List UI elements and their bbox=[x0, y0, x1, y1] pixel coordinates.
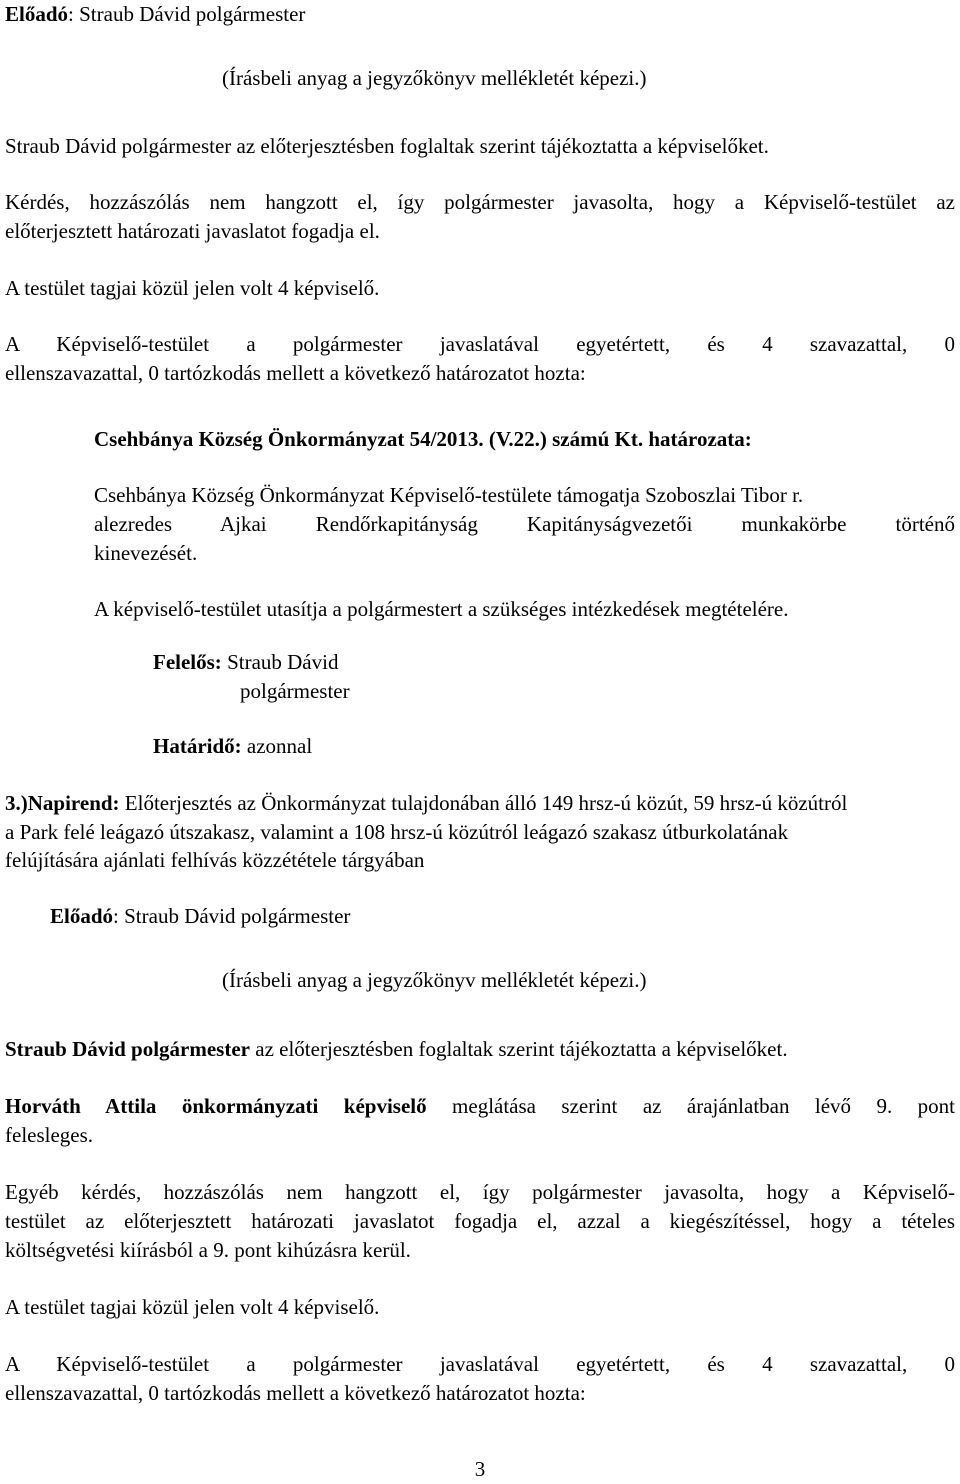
horvath-rest: meglátása szerint az árajánlatban lévő 9. pont bbox=[426, 1094, 955, 1118]
agenda3-attachment-note: (Írásbeli anyag a jegyzőkönyv mellékletét képezi.) bbox=[222, 968, 647, 992]
responsible-label: Felelős: bbox=[153, 650, 222, 674]
deadline-line bbox=[153, 732, 312, 761]
agenda3-presenter-label: Előadó bbox=[50, 904, 114, 928]
agenda3-informed-rest: az előterjesztésben foglaltak szerint tájékoztatta a képviselőket. bbox=[250, 1037, 788, 1061]
horvath-name: Horváth Attila önkormányzati képviselő bbox=[5, 1094, 427, 1118]
vote-paragraph-line1: A Képviselő-testület a polgármester javaslatával egyetértett, és 4 szavazattal, 0 bbox=[5, 332, 955, 356]
deadline-label: Határidő: bbox=[153, 734, 242, 758]
resolution-body-line1: Csehbánya Község Önkormányzat Képviselő-testülete támogatja Szoboszlai Tibor r. bbox=[94, 483, 804, 507]
resolution-title: Csehbánya Község Önkormányzat 54/2013. (V.22.) számú Kt. határozata: bbox=[94, 427, 752, 451]
agenda3-label: Napirend: bbox=[27, 791, 120, 815]
horvath-paragraph-line1 bbox=[5, 1092, 955, 1121]
resolution-instruction: A képviselő-testület utasítja a polgármestert a szükséges intézkedések megtételére. bbox=[94, 597, 789, 621]
agenda3-present-statement: A testület tagjai közül jelen volt 4 képviselő. bbox=[5, 1295, 380, 1319]
agenda3-presenter-value: : Straub Dávid polgármester bbox=[113, 904, 351, 928]
agenda3-presenter-line bbox=[50, 902, 350, 931]
agenda3-text-line3: felújítására ajánlati felhívás közzététele tárgyában bbox=[5, 848, 425, 872]
agenda3-informed-name: Straub Dávid polgármester bbox=[5, 1037, 250, 1061]
informed-paragraph: Straub Dávid polgármester az előterjesztésben foglaltak szerint tájékoztatta a képviselőket. bbox=[5, 134, 769, 158]
attachment-note: (Írásbeli anyag a jegyzőkönyv mellékletét képezi.) bbox=[222, 66, 647, 90]
agenda3-informed-paragraph bbox=[5, 1035, 788, 1064]
responsible-line bbox=[153, 648, 338, 677]
present-statement: A testület tagjai közül jelen volt 4 képviselő. bbox=[5, 276, 380, 300]
deadline-value: azonnal bbox=[246, 734, 313, 758]
agenda3-number: 3.) bbox=[5, 791, 28, 815]
presenter-value: : Straub Dávid polgármester bbox=[68, 2, 306, 26]
vote-paragraph-line2: ellenszavazattal, 0 tartózkodás mellett a következő határozatot hozta: bbox=[5, 361, 586, 385]
presenter-line bbox=[5, 0, 305, 29]
responsible-name: Straub Dávid bbox=[227, 650, 339, 674]
agenda3-text-line1: Előterjesztés az Önkormányzat tulajdonában álló 149 hrsz-ú közút, 59 hrsz-ú közútról bbox=[124, 791, 848, 815]
resolution-body-line3: kinevezését. bbox=[94, 541, 198, 565]
agenda3-vote-line2: ellenszavazattal, 0 tartózkodás mellett a következő határozatot hozta: bbox=[5, 1381, 586, 1405]
question-paragraph-line1: Kérdés, hozzászólás nem hangzott el, így polgármester javasolta, hogy a Képviselő-testület az bbox=[5, 190, 955, 214]
agenda3-text-line2: a Park felé leágazó útszakasz, valamint a 108 hrsz-ú közútról leágazó szakasz útburkolatának bbox=[5, 820, 789, 844]
other-paragraph-line1: Egyéb kérdés, hozzászólás nem hangzott el, így polgármester javasolta, hogy a Képviselő- bbox=[5, 1180, 955, 1204]
resolution-body-line2: alezredes Ajkai Rendőrkapitányság Kapitányságvezetői munkakörbe történő bbox=[94, 512, 955, 536]
other-paragraph-line2: testület az előterjesztett határozati javaslatot fogadja el, azzal a kiegészítéssel, hogy a tételes bbox=[5, 1209, 955, 1233]
question-paragraph-line2: előterjesztett határozati javaslatot fogadja el. bbox=[5, 219, 380, 243]
agenda3-line1 bbox=[5, 789, 847, 818]
horvath-paragraph-line2: felesleges. bbox=[5, 1123, 94, 1147]
presenter-label: Előadó bbox=[5, 2, 69, 26]
page-number: 3 bbox=[474, 1457, 486, 1481]
responsible-title: polgármester bbox=[240, 679, 350, 703]
other-paragraph-line3: költségvetési kiírásból a 9. pont kihúzásra kerül. bbox=[5, 1238, 411, 1262]
agenda3-vote-line1: A Képviselő-testület a polgármester javaslatával egyetértett, és 4 szavazattal, 0 bbox=[5, 1352, 955, 1376]
